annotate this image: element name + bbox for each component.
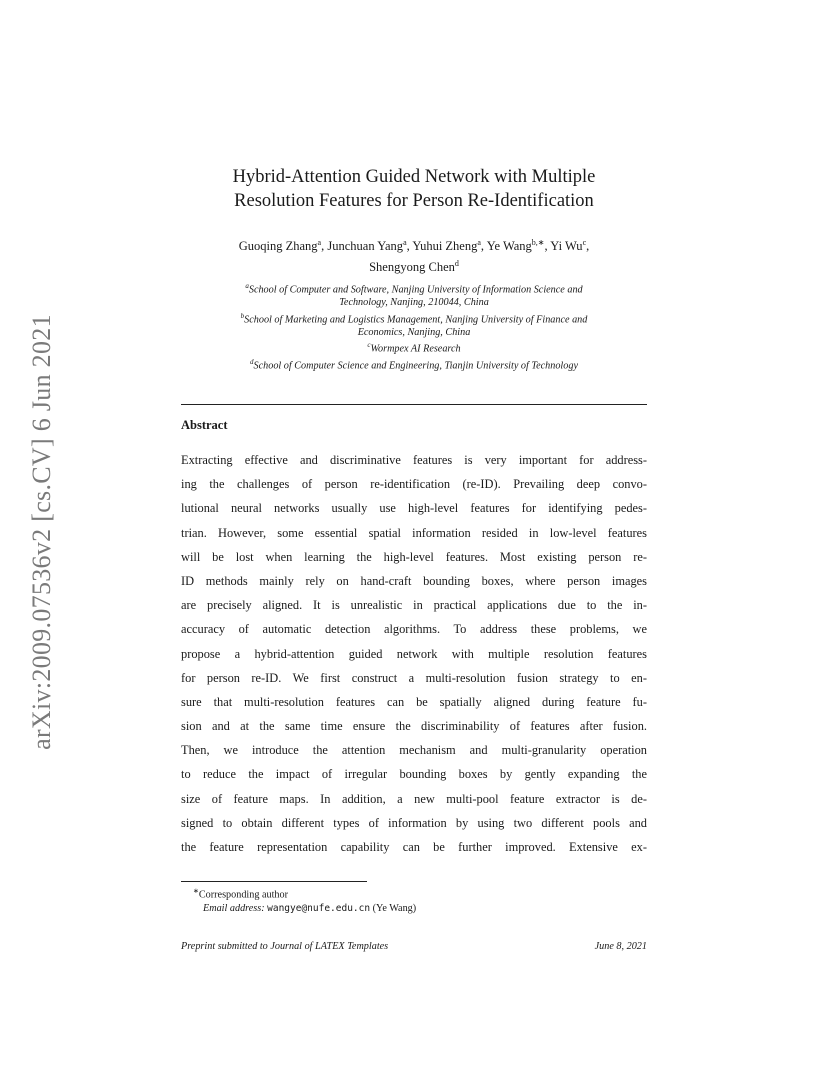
abstract-line: to reduce the impact of irregular bounding boxes by gently expanding the bbox=[181, 767, 647, 782]
author: Guoqing Zhang$^a$, bbox=[238, 238, 328, 254]
abstract-heading: Abstract bbox=[181, 418, 228, 432]
affiliation: $^d$School of Computer Science and Engineering, Tianjin University of Technology bbox=[250, 358, 578, 372]
abstract-line: ing the challenges of person re-identification (re-ID). Prevailing deep convo- bbox=[181, 477, 647, 492]
footnote-divider bbox=[181, 881, 367, 882]
author: Yi Wu$^c$, bbox=[550, 238, 590, 254]
footnote-corresponding: ∗Corresponding author bbox=[193, 887, 289, 901]
abstract-line: Then, we introduce the attention mechanism and multi-granularity operation bbox=[181, 743, 647, 758]
abstract-line: the feature representation capability can be further improved. Extensive ex- bbox=[181, 840, 647, 854]
footnote-email: Email address: wangye@nufe.edu.cn (Ye Wang) bbox=[203, 903, 417, 915]
author: Yuhui Zheng$^a$, bbox=[412, 238, 487, 254]
affiliation-cont: Economics, Nanjing, China bbox=[357, 326, 471, 338]
footnote bbox=[181, 884, 416, 916]
abstract-line: are precisely aligned. It is unrealistic in practical applications due to the in- bbox=[181, 598, 647, 613]
arxiv-id-text: arXiv:2009.07536v2 [cs.CV] 6 Jun 2021 bbox=[27, 314, 56, 750]
abstract-line: trian. However, some essential spatial information resided in low-level features bbox=[181, 525, 647, 540]
paper-title bbox=[150, 165, 678, 213]
abstract-line: lutional neural networks usually use high-level features for identifying pedes- bbox=[181, 501, 647, 516]
abstract-line: accuracy of automatic detection algorithms. To address these problems, we bbox=[181, 622, 647, 637]
affiliation: $^b$School of Marketing and Logistics Management, Nanjing University of Finance and bbox=[240, 311, 588, 325]
author: Junchuan Yang$^a$, bbox=[327, 238, 413, 254]
abstract-line: size of feature maps. In addition, a new multi-pool feature extractor is de- bbox=[181, 791, 647, 806]
affiliation: $^a$School of Computer and Software, Nanjing University of Information Science and bbox=[245, 282, 583, 296]
author-list bbox=[150, 234, 678, 276]
title-line: Hybrid-Attention Guided Network with Multiple bbox=[232, 167, 596, 187]
abstract-body bbox=[181, 448, 647, 859]
affiliation-cont: Technology, Nanjing, 210044, China bbox=[339, 296, 489, 308]
email-link[interactable]: wangye@nufe.edu.cn bbox=[267, 903, 371, 915]
author: Ye Wang$^{b,∗}$, bbox=[486, 238, 551, 254]
preprint-notice: Preprint submitted to Journal of LATEX Templates bbox=[181, 941, 389, 952]
abstract-line: propose a hybrid-attention guided network with multiple resolution features bbox=[181, 646, 647, 661]
abstract-line: sion and at the same time ensure the discriminability of features after fusion. bbox=[181, 719, 647, 734]
abstract-line: will be lost when learning the high-level features. Most existing person re- bbox=[181, 549, 647, 564]
abstract-line: for person re-ID. We first construct a multi-resolution fusion strategy to en- bbox=[181, 670, 647, 685]
abstract-line: sure that multi-resolution features can be spatially aligned during feature fu- bbox=[181, 694, 647, 709]
abstract-divider bbox=[181, 404, 647, 405]
title-line: Resolution Features for Person Re-Identification bbox=[234, 191, 594, 211]
abstract-line: Extracting effective and discriminative features is very important for address- bbox=[181, 453, 647, 467]
author: Shengyong Chen$^d$ bbox=[369, 259, 459, 275]
affiliation: $^c$Wormpex AI Research bbox=[367, 341, 461, 355]
abstract-line: ID methods mainly rely on hand-craft bounding boxes, where person images bbox=[181, 573, 647, 588]
affiliations bbox=[150, 280, 678, 373]
abstract-line: signed to obtain different types of information by using two different pools and bbox=[181, 815, 647, 830]
preprint-date: June 8, 2021 bbox=[594, 941, 647, 952]
